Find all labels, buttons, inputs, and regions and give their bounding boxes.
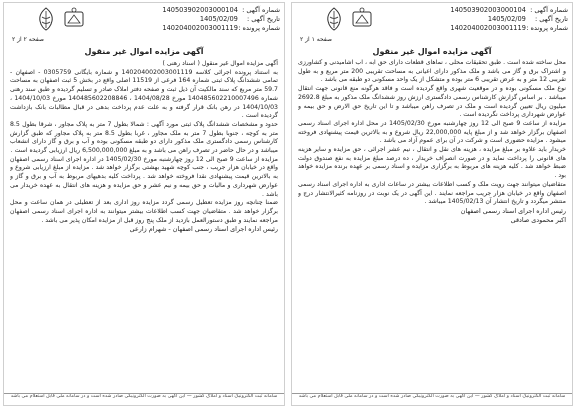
- page-number: صفحه ۲ از ۲: [12, 36, 44, 43]
- notice-paragraph: به استناد پرونده اجرائی کلاسه 140204002003001119 و شماره بایگانی 0305759 - اصفهان - تمامی ششدانگ پلاک ثبتی شماره 164 فرعی از 11519 اصلی واقع در بخش 5 ثبت اصفهان به مساحت 59.7 متر مربع که سند مالکیت آن ذیل ثبت و صفحه دفتر املاک صادر و تسلیم گردیده و طبق سند رهنی شماره 140485602210007496 مورخ 1404/08/28 ، 140485602208846 مورخ 1404/10/03 ، 1404/10/03 در رهن بانک قرار گرفته و به علت عدم پرداخت بدهی در قبال مطالبات بانک بازداشت گردیده است .: [10, 68, 278, 120]
- notice-paragraph: مزایده از ساعت 9 صبح الی 12 روز چهارشنبه مورخ 1405/02/30 در اداره اجرای اسناد رسمی اصفهان واقع در خیابان هزار جریب ، جنب کوچه شهید بهشتی برگزار خواهد شد . مزایده از مبلغ ارزیابی شروع و به بالاترین قیمت پیشنهادی نقدا فروخته خواهد شد . پرداخت کلیه بدهیهای مربوط به آب و برق و گاز و عوارض شهرداری و مالیات و حق بیمه و نیم عشر و حق مزایده و هزینه های انتقال به عهده خریدار می باشد .: [10, 155, 278, 198]
- notice-title: آگهی مزایده اموال غیر منقول: [84, 47, 204, 56]
- notice-body: [10, 59, 278, 393]
- page-number: صفحه ۱ از ۲: [300, 36, 332, 43]
- page-footer: سامانه ثبت الکترونیک اسناد و املاک کشور — این آگهی به صورت الکترونیکی صادر شده است و در سامانه ملی قابل استعلام می باشد: [292, 393, 572, 405]
- notice-paragraph: محل ساخته شده است . طبق تحقیقات محلی ، نماهای قطعات دارای حق آبه ، آب آشامیدنی و کشاورزی و اشتراک برق و گاز می باشد و ملک مذکور دارای اعیانی به مساحت تقریبی 200 متر مربع و به طول تقریبی 12 متر و به عرض تقریبی 6 متر بوده و متشکل از یک واحد مسکونی دو طبقه می باشد .: [298, 59, 566, 84]
- emblem-icon: [322, 6, 346, 32]
- meta-row: شماره آگهی : 140503902003000104: [162, 6, 280, 14]
- notice-date: 1405/02/09: [199, 15, 238, 23]
- notice-date: 1405/02/09: [487, 15, 526, 23]
- notice-paragraph: خریدار باید علاوه بر مبلغ مزایده ، هزینه های نقل و انتقال ، نیم عشر اجرائی ، حق مزایده و سایر هزینه های قانونی را پرداخت نماید و در صورت انصراف خریدار ، ده درصد مبلغ مزایده به نفع صندوق دولت ضبط خواهد شد . کلیه هزینه های مربوط به برگزاری مزایده و اسناد رسمی بر عهده برنده مزایده خواهد بود .: [298, 146, 566, 180]
- notice-body: [298, 59, 566, 393]
- notice-title: آگهی مزایده اموال غیر منقول: [372, 47, 492, 56]
- notice-paragraph: متقاضیان میتوانند جهت رویت ملک و کسب اطلاعات بیشتر در ساعات اداری به اداره اجرای اسناد رسمی اصفهان واقع در خیابان هزار جریب مراجعه نمایند . این آگهی در یک نوبت در روزنامه کثیرالانتشار درج و منتشر میگردد و تاریخ انتشار آن 1405/02/13 میباشد .: [298, 180, 566, 206]
- meta-row: شماره آگهی : 140503902003000104: [450, 6, 568, 14]
- notice-subtitle: آگهی مزایده اموال غیر منقول ( اسناد رهنی ): [162, 60, 278, 67]
- case-number: 140204002003001119: [162, 24, 238, 32]
- emblem-icon: [350, 6, 374, 32]
- signature: رئیس اداره اجرای اسناد رسمی اصفهان اکبر محمودی صادقی: [460, 206, 566, 224]
- notice-meta: [450, 6, 568, 33]
- case-number: 140204002003001119: [450, 24, 526, 32]
- page-footer: سامانه ثبت الکترونیک اسناد و املاک کشور — این آگهی به صورت الکترونیکی صادر شده است و در سامانه ملی قابل استعلام می باشد: [4, 393, 284, 405]
- meta-row: شماره پرونده : 140204002003001119: [450, 24, 568, 32]
- notice-paragraph: مزایده از ساعت 9 صبح الی 12 روز چهارشنبه مورخ 1405/02/30 در محل اداره اجرای اسناد رسمی اصفهان برگزار خواهد شد و از مبلغ پایه 22,000,000 ریال شروع و به بالاترین قیمت پیشنهادی فروخته میشود . مزایده حضوری است و شرکت در آن برای عموم آزاد می باشد .: [298, 119, 566, 145]
- notice-paragraph: ضمنا چنانچه روز مزایده تعطیل رسمی گردد مزایده روز اداری بعد از تعطیلی در همان ساعت و محل برگزار خواهد شد . متقاضیان جهت کسب اطلاعات بیشتر میتوانند به اداره اجرای اسناد رسمی اصفهان مراجعه نمایند و طبق دستورالعمل بازدید از ملک پنج روز قبل از مزایده امکان پذیر می باشد .: [10, 199, 278, 224]
- notice-number: 140503902003000104: [450, 6, 526, 14]
- emblem-icon: [62, 6, 86, 32]
- document-page-1: [291, 2, 573, 406]
- notice-meta: [162, 6, 280, 33]
- emblem-icon: [34, 6, 58, 32]
- meta-row: تاریخ آگهی : 1405/02/09: [487, 15, 568, 23]
- notice-paragraph: حدود و مشخصات ششدانگ پلاک ثبتی مورد آگهی : شمالا بطول 7 متر به پلاک مجاور ، شرقا بطول 8.5 متر به کوچه ، جنوبا بطول 7 متر به ملک مجاور ، غربا بطول 8.5 متر به پلاک مجاور که طبق گزارش کارشناس رسمی دادگستری ملک مذکور دارای دو طبقه مسکونی بوده و آب و برق و گاز دارای انشعاب میباشد و در حال حاضر در تصرف راهن می باشد و به مبلغ 6,500,000,000 ریال ارزیابی گردیده است .: [10, 120, 278, 155]
- signature: رئیس اداره اجرای اسناد رسمی اصفهان - شهرام زارعی: [129, 225, 278, 234]
- meta-row: شماره پرونده : 140204002003001119: [162, 24, 280, 32]
- notice-paragraph: نوع ملک مسکونی بوده و در موقعیت شهری واقع گردیده است و فاقد هرگونه منع قانونی جهت انتقال میباشد . بر اساس گزارش کارشناس رسمی دادگستری ارزش روز ششدانگ ملک مذکور به مبلغ 2692.8 میلیون ریال تعیین گردیده است و ملک در تصرف راهن میباشد و تا این تاریخ حق الارض و حق بیمه و عوارض شهرداری پرداخت نگردیده است .: [298, 85, 566, 119]
- notice-number: 140503902003000104: [162, 6, 238, 14]
- page-header: [4, 3, 284, 55]
- meta-row: تاریخ آگهی : 1405/02/09: [199, 15, 280, 23]
- page-header: [292, 3, 572, 55]
- document-page-2: [3, 2, 285, 406]
